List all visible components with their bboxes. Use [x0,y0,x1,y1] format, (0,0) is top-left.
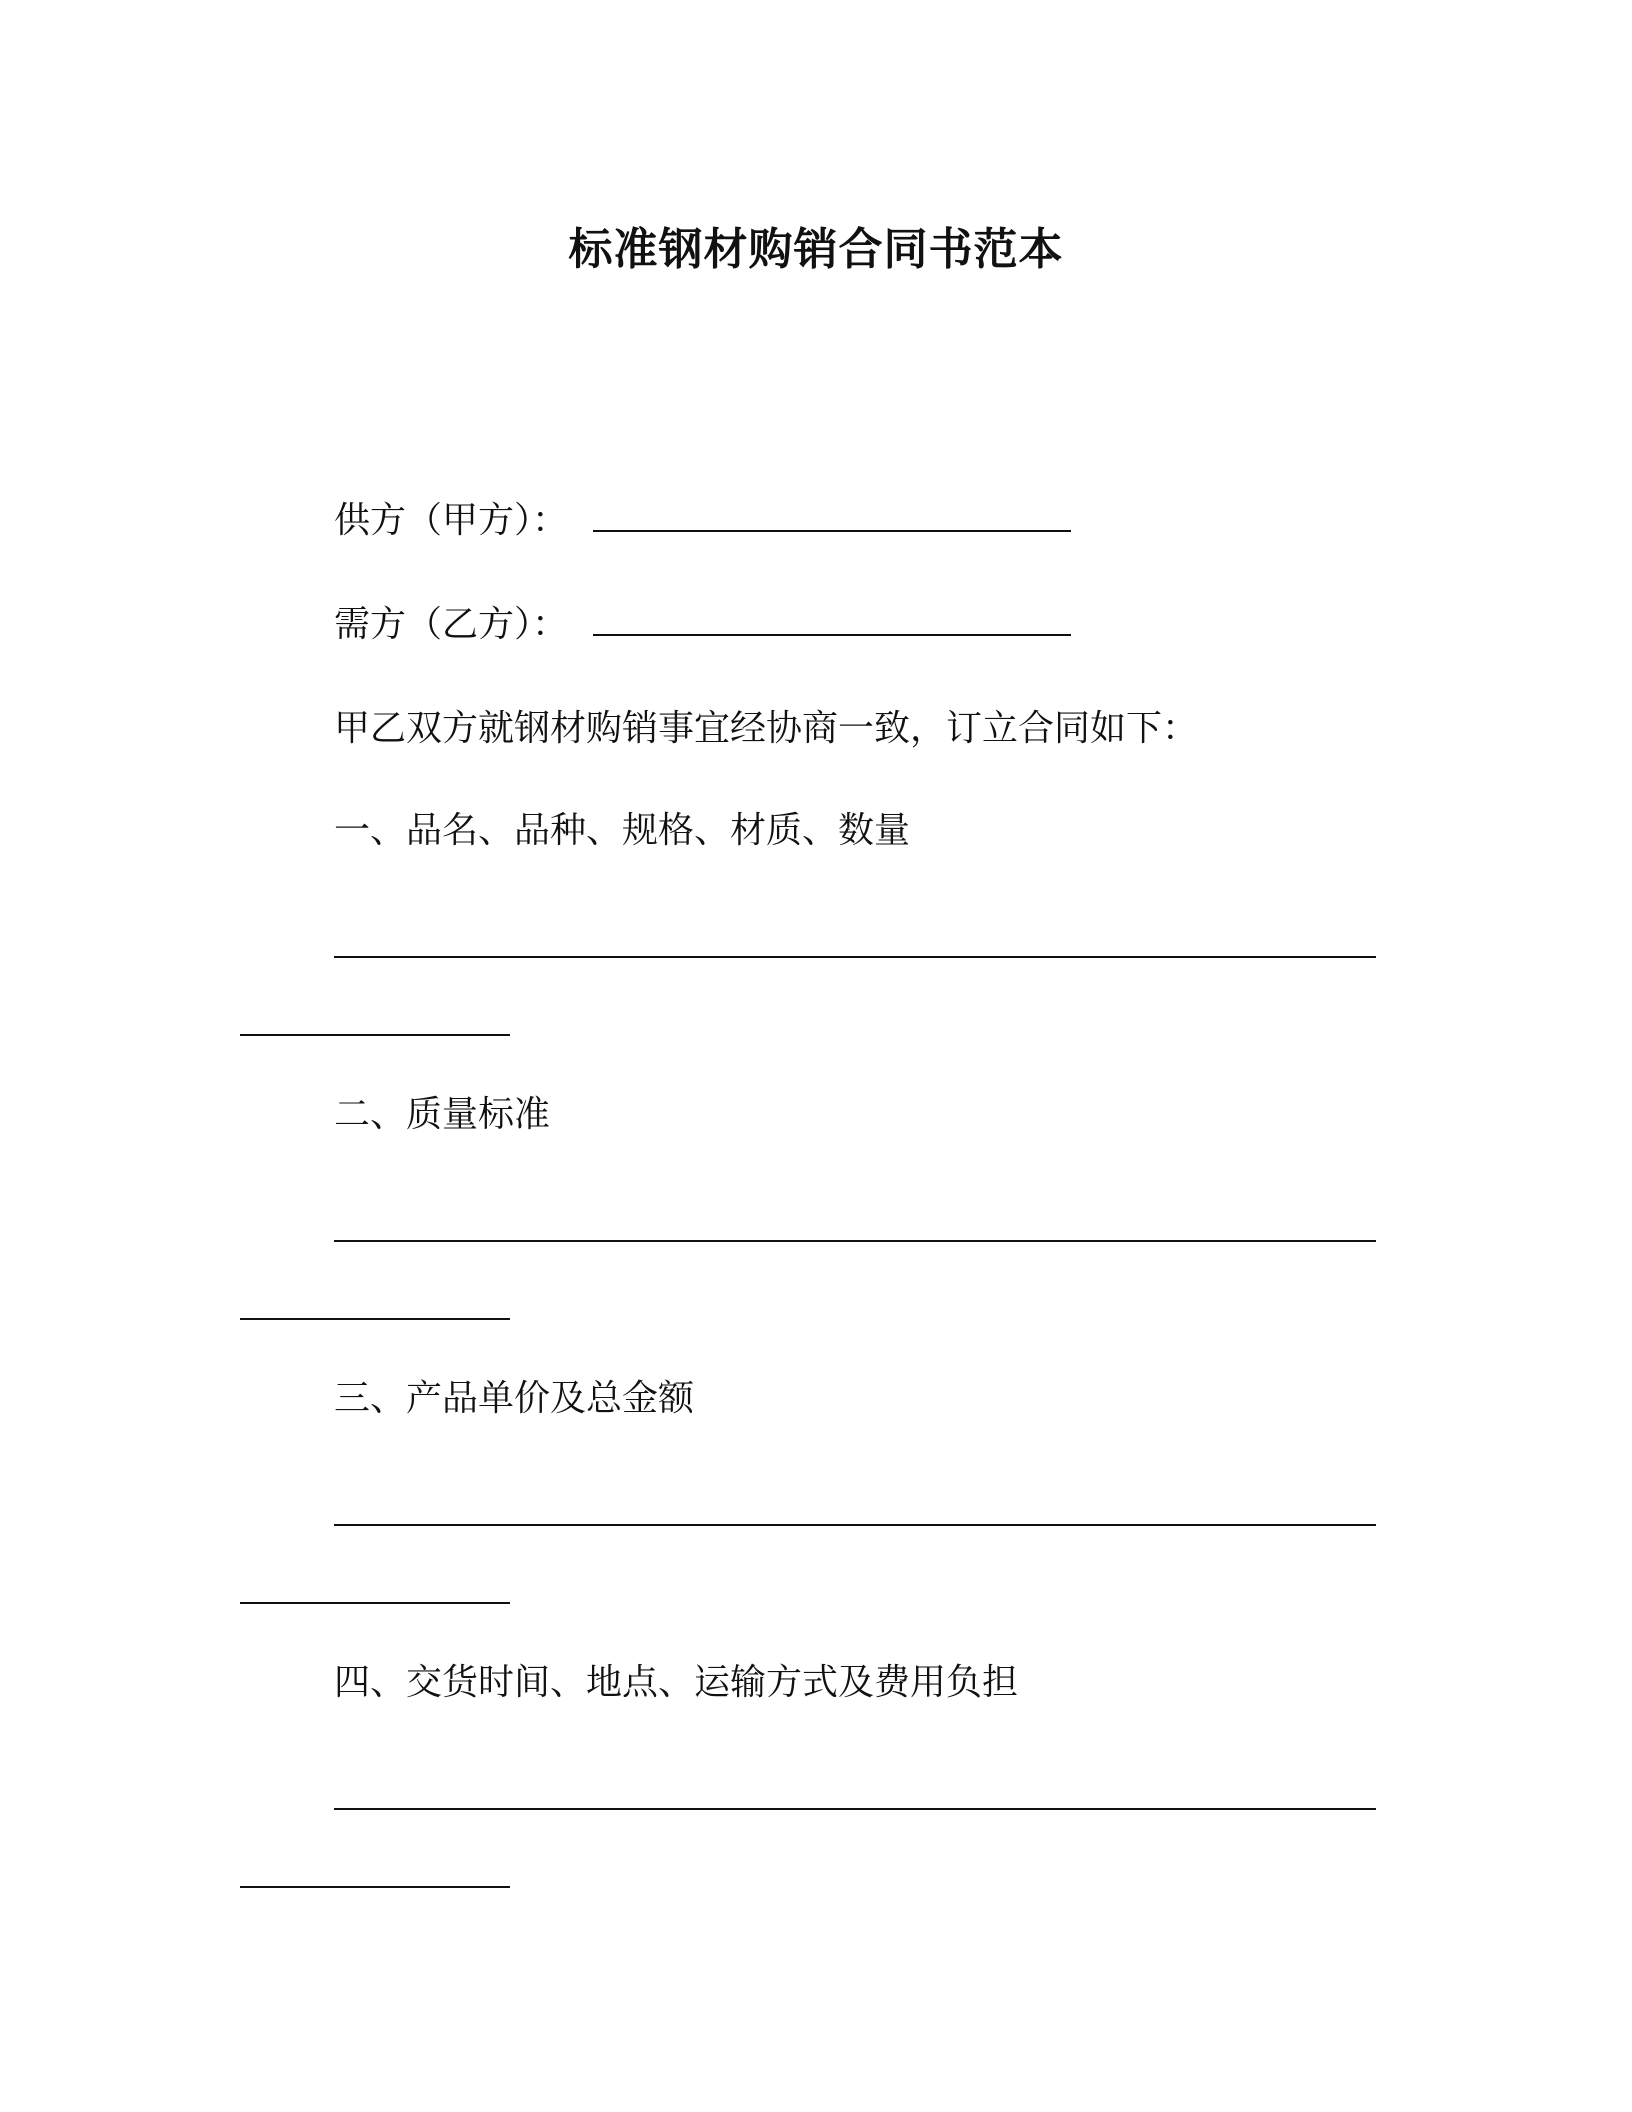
section-2-blank-continuation[interactable] [240,1318,510,1320]
buyer-blank[interactable] [593,634,1071,636]
document-title: 标准钢材购销合同书范本 [568,224,1064,275]
section-heading-3: 三、产品单价及总金额 [334,1378,695,1419]
supplier-line [334,498,1071,544]
supplier-label: 供方（甲方）： [334,500,569,541]
intro-text: 甲乙双方就钢材购销事宜经协商一致，订立合同如下： [334,708,1199,749]
buyer-label: 需方（乙方）： [334,604,569,645]
section-4-blank-continuation[interactable] [240,1886,510,1888]
section-2-blank-line[interactable] [334,1240,1376,1242]
section-4-blank-line[interactable] [334,1808,1376,1810]
section-3-blank-line[interactable] [334,1524,1376,1526]
section-heading-2: 二、质量标准 [334,1094,551,1135]
section-1-blank-line[interactable] [334,956,1376,958]
section-3-blank-continuation[interactable] [240,1602,510,1604]
supplier-blank[interactable] [593,530,1071,532]
buyer-line [334,602,1071,648]
section-1-blank-continuation[interactable] [240,1034,510,1036]
section-heading-1: 一、品名、品种、规格、材质、数量 [334,810,911,851]
section-heading-4: 四、交货时间、地点、运输方式及费用负担 [334,1662,1019,1703]
